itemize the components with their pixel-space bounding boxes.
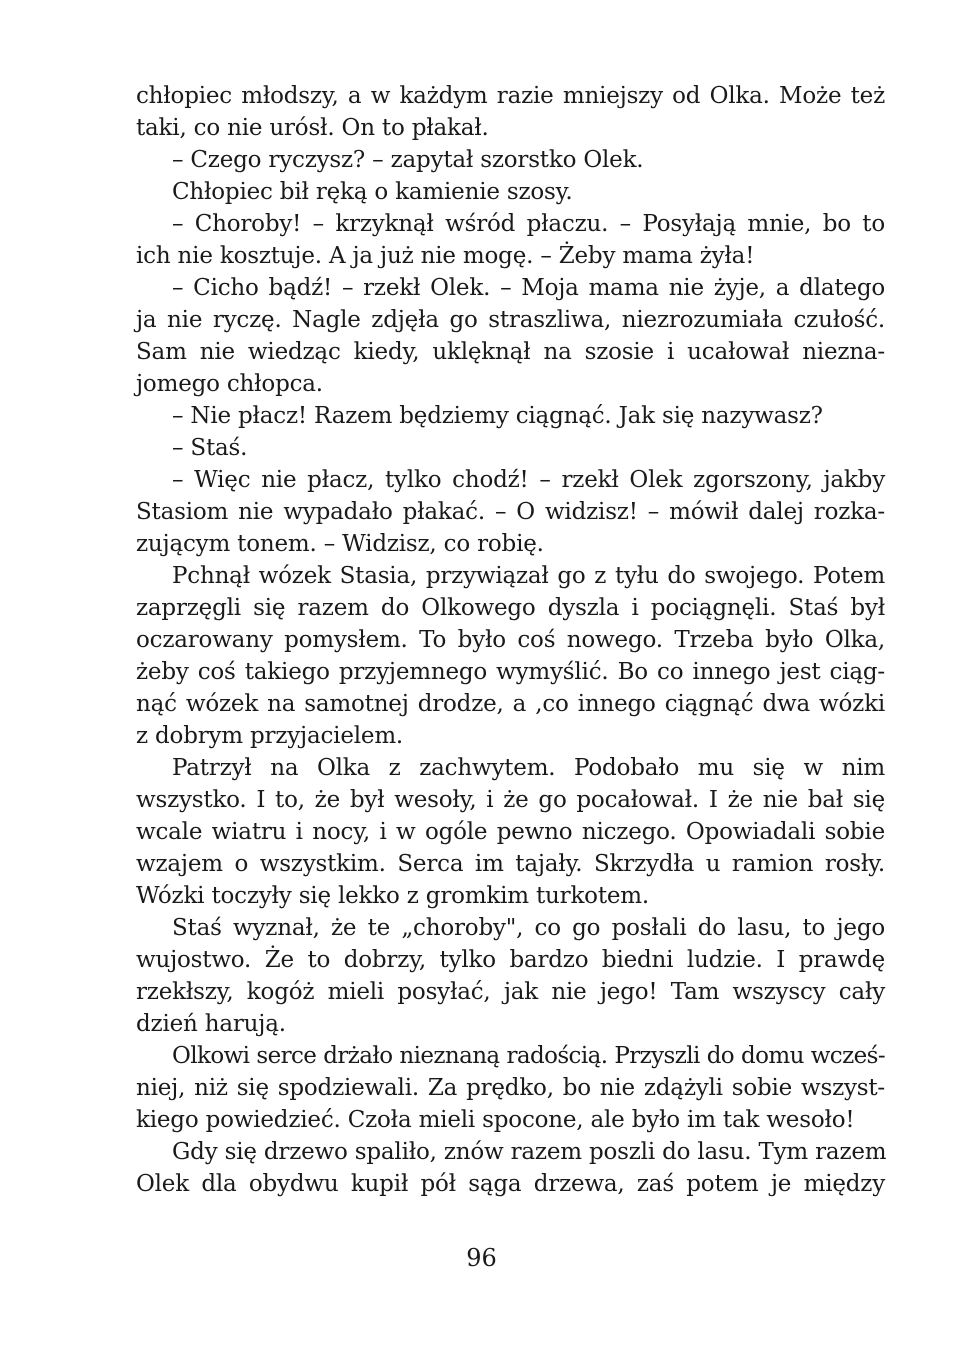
body-text: [136, 80, 885, 1200]
text-line: – Czego ryczysz? – zapytał szorstko Olek.: [172, 147, 644, 173]
text-line: żeby coś takiego przyjemnego wymyślić. Bo co innego jest ciąg-: [136, 659, 885, 685]
text-line: – Staś.: [172, 435, 248, 461]
text-line: taki, co nie urósł. On to płakał.: [136, 115, 489, 141]
text-line: Olek dla obydwu kupił pół sąga drzewa, zaś potem je między: [136, 1171, 885, 1197]
text-line: jomego chłopca.: [136, 371, 323, 397]
text-line: rzekłszy, kogóż mieli posyłać, jak nie jego! Tam wszyscy cały: [136, 979, 885, 1005]
text-line: chłopiec młodszy, a w każdym razie mniejszy od Olka. Może też: [136, 83, 885, 109]
text-line: oczarowany pomysłem. To było coś nowego. Trzeba było Olka,: [136, 627, 885, 653]
text-line: nąć wózek na samotnej drodze, a ,co innego ciągnąć dwa wózki: [136, 691, 885, 717]
text-line: Patrzył na Olka z zachwytem. Podobało mu się w nim: [172, 755, 885, 781]
text-line: dzień harują.: [136, 1011, 286, 1037]
text-line: wujostwo. Że to dobrzy, tylko bardzo biedni ludzie. I prawdę: [136, 947, 885, 973]
text-line: Olkowi serce drżało nieznaną radością. Przyszli do domu wcześ-: [172, 1043, 885, 1069]
text-line: – Nie płacz! Razem będziemy ciągnąć. Jak się nazywasz?: [172, 403, 823, 429]
text-line: wzajem o wszystkim. Serca im tajały. Skrzydła u ramion rosły.: [136, 851, 885, 877]
text-line: z dobrym przyjacielem.: [136, 723, 404, 749]
text-line: wcale wiatru i nocy, i w ogóle pewno niczego. Opowiadali sobie: [136, 819, 885, 845]
text-line: – Więc nie płacz, tylko chodź! – rzekł Olek zgorszony, jakby: [172, 467, 885, 493]
text-line: zującym tonem. – Widzisz, co robię.: [136, 531, 544, 557]
text-line: Chłopiec bił ręką o kamienie szosy.: [172, 179, 573, 205]
text-line: niej, niż się spodziewali. Za prędko, bo nie zdążyli sobie wszyst-: [136, 1075, 885, 1101]
text-line: Sam nie wiedząc kiedy, uklęknął na szosie i ucałował niezna-: [136, 339, 885, 365]
text-line: Stasiom nie wypadało płakać. – O widzisz! – mówił dalej rozka-: [136, 499, 885, 525]
text-line: – Choroby! – krzyknął wśród płaczu. – Posyłają mnie, bo to: [172, 211, 885, 237]
text-line: Pchnął wózek Stasia, przywiązał go z tyłu do swojego. Potem: [172, 563, 885, 589]
text-line: ich nie kosztuje. A ja już nie mogę. – Żeby mama żyła!: [136, 243, 755, 269]
text-line: Gdy się drzewo spaliło, znów razem poszli do lasu. Tym razem: [172, 1139, 887, 1165]
text-line: ja nie ryczę. Nagle zdjęła go straszliwa, niezrozumiała czułość.: [136, 307, 885, 333]
text-line: Staś wyznał, że te „choroby", co go posłali do lasu, to jego: [172, 915, 885, 941]
text-line: – Cicho bądź! – rzekł Olek. – Moja mama nie żyje, a dlatego: [172, 275, 885, 301]
text-line: wszystko. I to, że był wesoły, i że go pocałował. I że nie bał się: [136, 787, 885, 813]
page-number: 96: [466, 1244, 497, 1272]
text-line: kiego powiedzieć. Czoła mieli spocone, ale było im tak wesoło!: [136, 1107, 855, 1133]
text-line: Wózki toczyły się lekko z gromkim turkotem.: [136, 883, 649, 909]
text-line: zaprzęgli się razem do Olkowego dyszla i pociągnęli. Staś był: [136, 595, 885, 621]
